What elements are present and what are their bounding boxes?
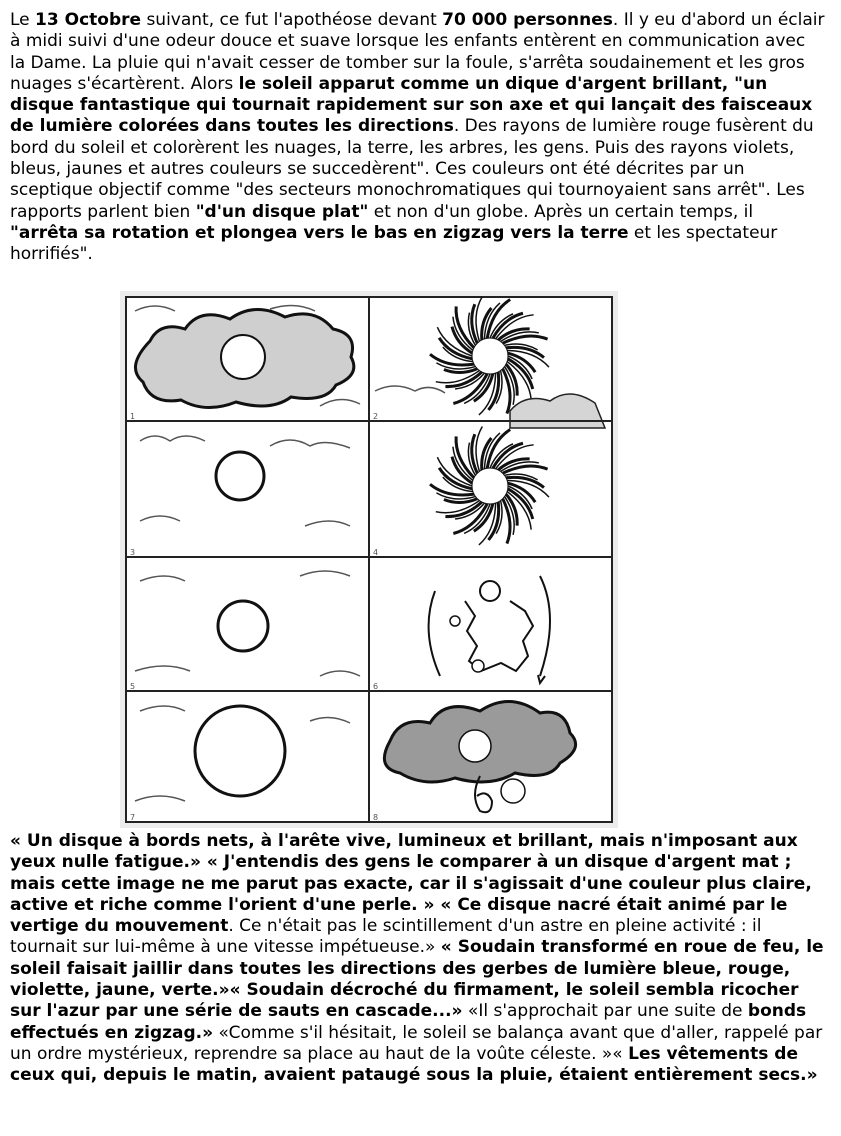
text-run: . Des rayons de lumière rouge fusèrent du bord du soleil et colorèrent les nuages, la terre, les arbres, les gens. Puis des rayons violets, bleus, jaunes et autres couleurs se succedèrent". Ces couleurs ont été décrites par un sceptique objectif comme "des secteurs monochromatiques qui tournoyaient sans arrêt". Les rapports parlent bien [10,116,814,222]
bold-text-run: « Soudain transformé en roue de feu, le soleil faisait jaillir dans toutes les directions des gerbes de lumière bleue, rouge, violette, jaune, verte.»« Soudain décroché du firmament, le soleil sembla ricocher sur l'azur par une série de sauts en cascade...» [10,937,824,1022]
sun-core [472,338,508,374]
sun-miracle-illustration [120,291,618,828]
panel-number: 8 [373,813,379,822]
text-run: suivant, ce fut l'apothéose devant [141,10,443,30]
panel-number: 5 [130,682,136,691]
text-run: Le [10,10,36,30]
bold-text-run: « Un disque à bords nets, à l'arête vive, lumineux et brillant, mais n'imposant aux yeux nulle fatigue.» « J'entendis des gens le comparer à un disque d'argent mat ; mais cette image ne me parut pas exacte, car il s'agissait d'une couleur plus claire, active et riche comme l'orient d'une perle. » « Ce disque nacré était animé par le vertige du mouvement [10,831,812,937]
text-run: . Il y eu d'abord un éclair à midi suivi d'une odeur douce et suave lorsque les enfants entèrent en communication avec la Dame. La pluie qui n'avait cesser de tomber sur la foule, s'arrêta soudainement et les gros nuages s'écartèrent. Alors [10,10,825,94]
panel-number: 2 [373,412,379,421]
text-run: et les spectateur horrifiés". [10,222,778,265]
intro-paragraph [10,10,825,266]
bold-text-run: "d'un disque plat" [195,201,369,222]
sun-core [472,468,508,504]
bold-text-run: "arrêta sa rotation et plongea vers le bas en zigzag vers la terre [10,222,629,243]
text-run: . Ce n'était pas le scintillement d'un astre en pleine activité : il tournait sur lui-même à une vitesse impétueuse.» [10,916,762,958]
panel-number: 7 [130,813,136,822]
bold-text-run: Les vêtements de ceux qui, depuis le matin, avaient pataugé sous la pluie, étaient entièrement secs.» [10,1043,818,1086]
illustration-grid [120,291,618,828]
bold-text-run: le soleil apparut comme un dique d'argent brillant, "un disque fantastique qui tournait rapidement sur son axe et qui lançait des faisceaux de lumière colorées dans toutes les directions [10,73,813,137]
bold-text-run: 13 Octobre [35,10,142,30]
panel-number: 1 [130,412,136,421]
panel-number: 4 [373,548,379,557]
text-run: «Comme s'il hésitait, le soleil se balança avant que d'aller, rappelé par un ordre mystérieux, reprendre sa place au haut de la voûte céleste. »« [10,1022,823,1064]
bold-text-run: 70 000 personnes [442,10,613,30]
panel-number: 6 [373,682,379,691]
bold-text-run: bonds effectués en zigzag.» [10,1001,807,1043]
text-run: et non d'un globe. Après un certain temps, il [368,201,754,222]
text-run: «Il s'approchait par une suite de [462,1001,748,1022]
panel-number: 3 [130,548,136,557]
testimonies-paragraph [10,831,825,1087]
